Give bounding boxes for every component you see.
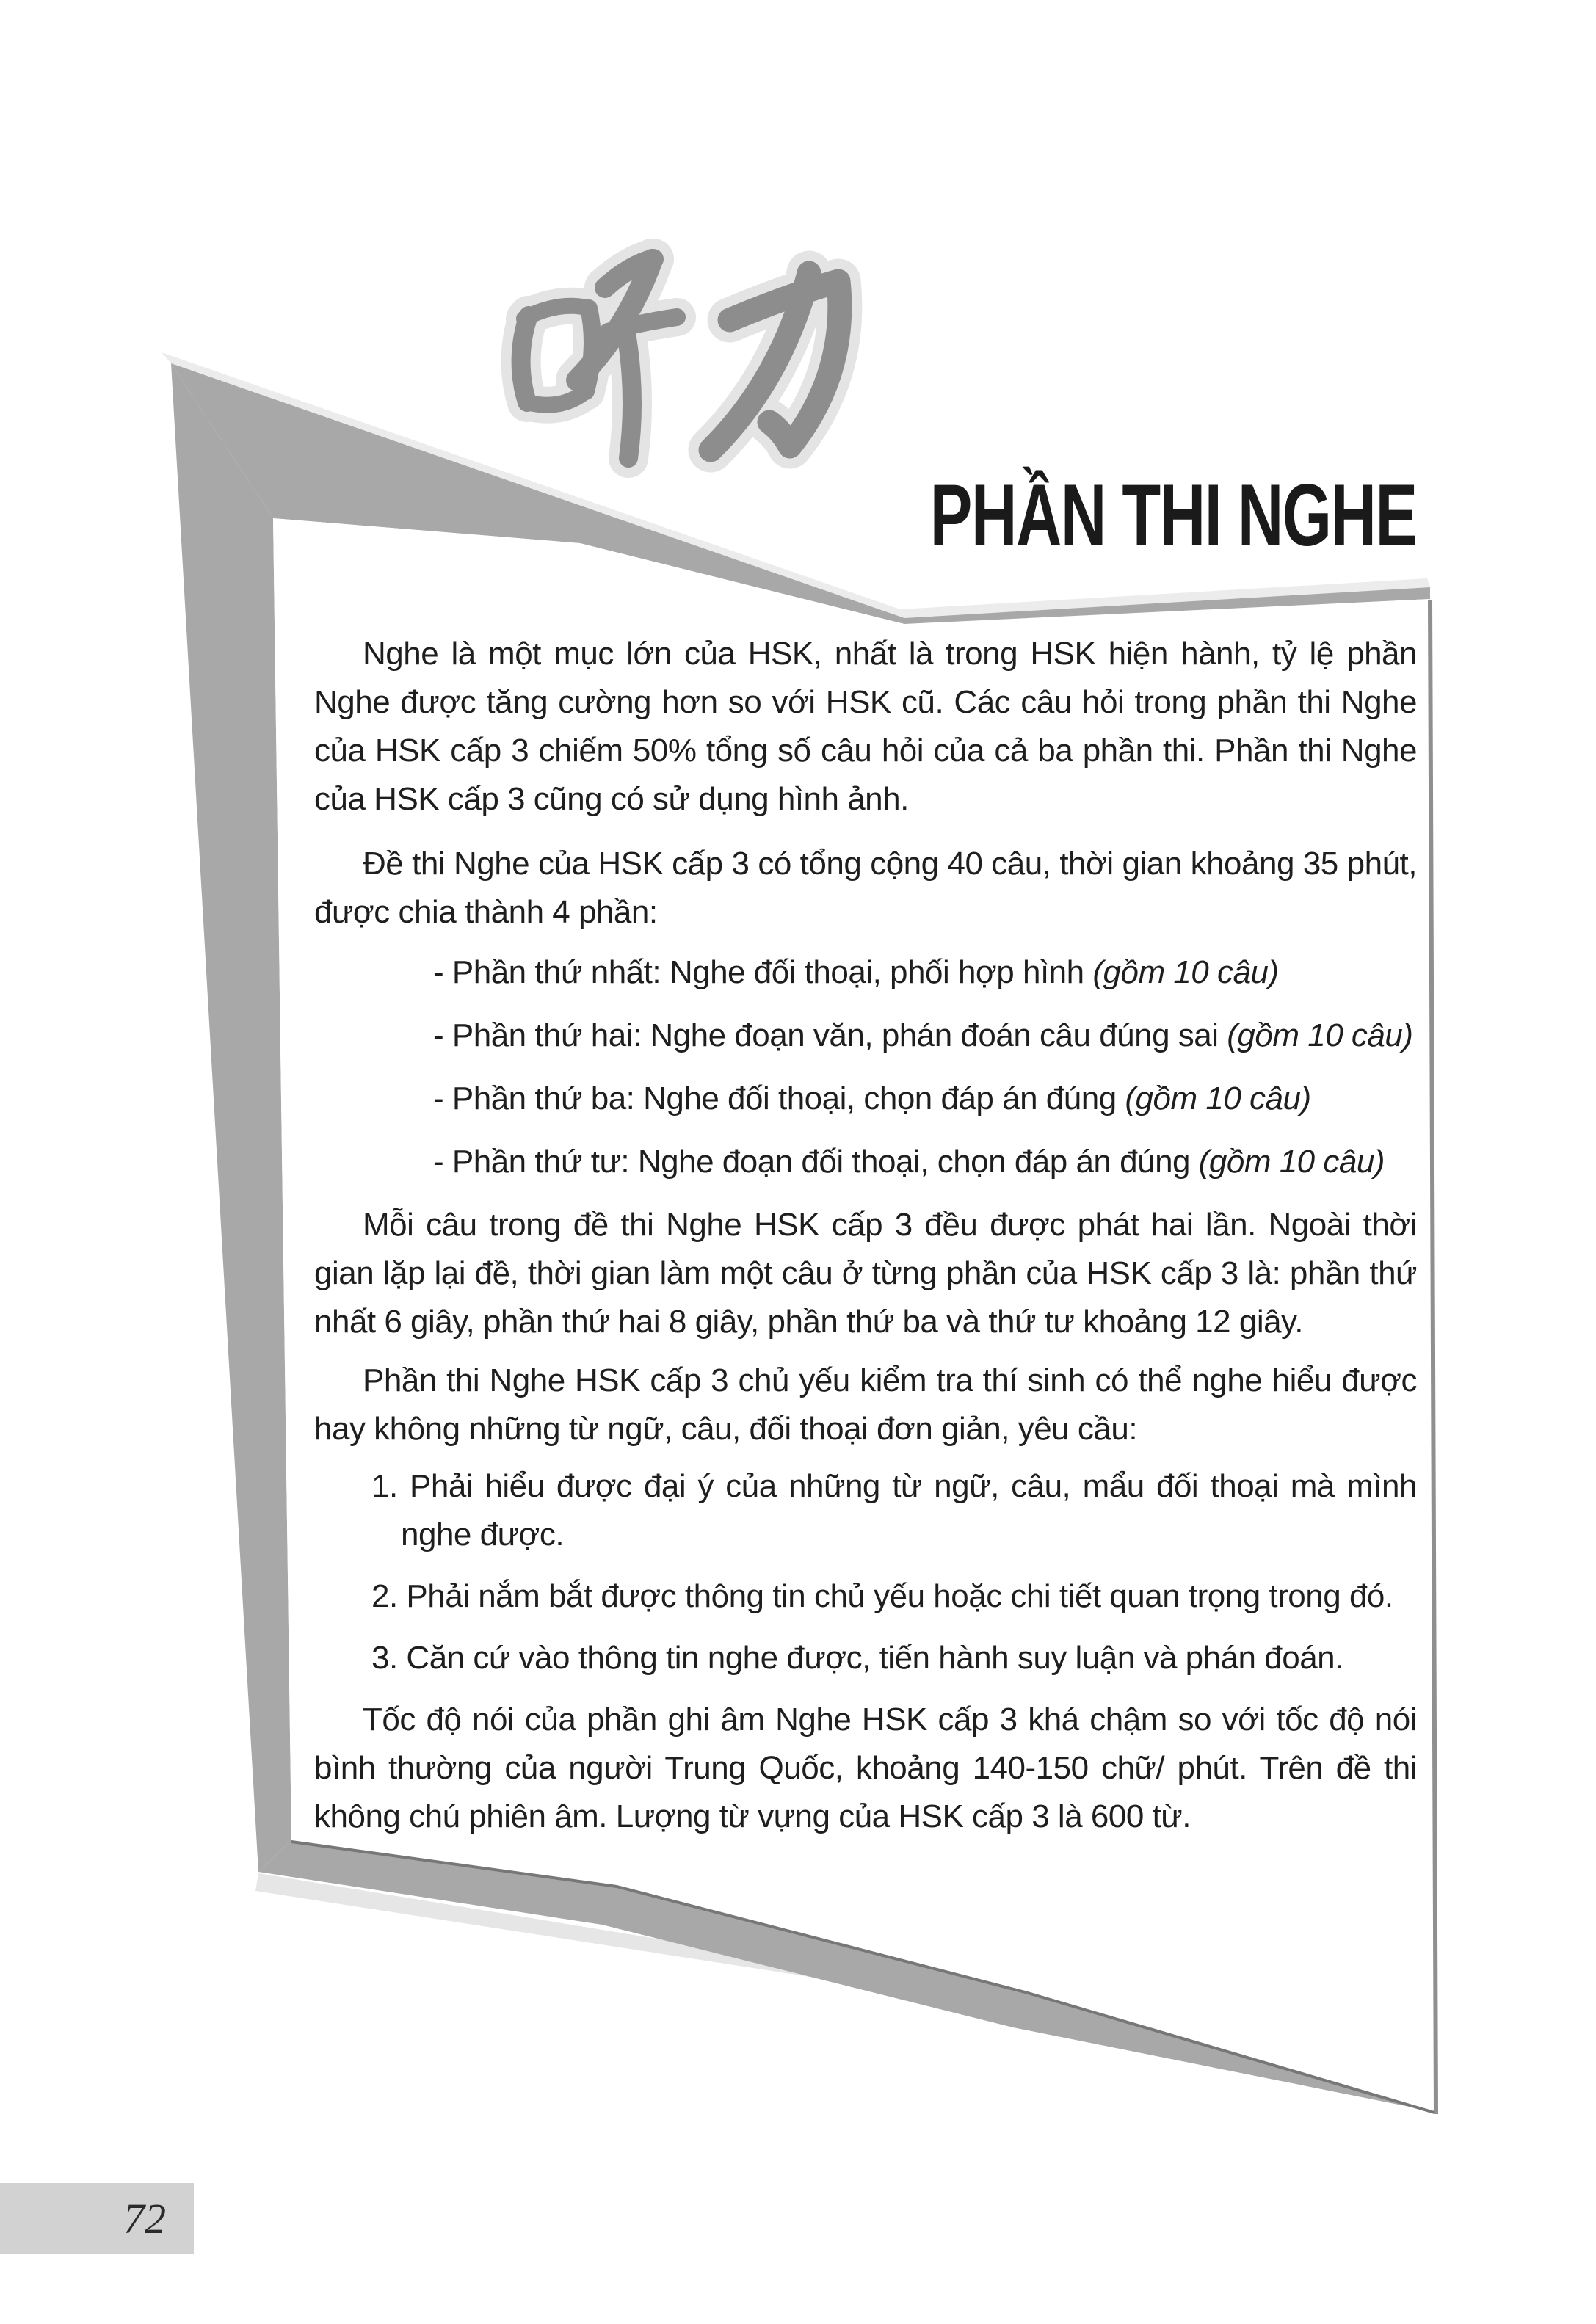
listening-part-item-1 [433, 948, 1417, 997]
listening-part-item-3 [433, 1075, 1417, 1123]
part-note: (gồm 10 câu) [1198, 1144, 1385, 1180]
structure-intro-paragraph: Đề thi Nghe của HSK cấp 3 có tổng cộng 40 câu, thời gian khoảng 35 phút, được chia thành 4 phần: [314, 846, 1417, 930]
timing-paragraph: Mỗi câu trong đề thi Nghe HSK cấp 3 đều được phát hai lần. Ngoài thời gian lặp lại đề, thời gian làm một câu ở từng phần của HSK cấp 3 là: phần thứ nhất 6 giây, phần thứ hai 8 giây, phần thứ ba và thứ tư khoảng 12 giây. [314, 1207, 1417, 1340]
body-text [314, 630, 1417, 1841]
intro-paragraph: Nghe là một mục lớn của HSK, nhất là trong HSK hiện hành, tỷ lệ phần Nghe được tăng cường hơn so với HSK cũ. Các câu hỏi trong phần thi Nghe của HSK cấp 3 chiếm 50% tổng số câu hỏi của cả ba phần thi. Phần thi Nghe của HSK cấp 3 cũng có sử dụng hình ảnh. [314, 636, 1417, 817]
part-text: - Phần thứ ba: Nghe đối thoại, chọn đáp án đúng [433, 1081, 1125, 1116]
part-note: (gồm 10 câu) [1227, 1017, 1413, 1053]
purpose-paragraph: Phần thi Nghe HSK cấp 3 chủ yếu kiểm tra thí sinh có thể nghe hiểu được hay không những từ ngữ, câu, đối thoại đơn giản, yêu cầu: [314, 1362, 1417, 1447]
section-heading: PHẦN THI NGHE [930, 466, 1417, 564]
part-note: (gồm 10 câu) [1125, 1081, 1311, 1116]
part-note: (gồm 10 câu) [1092, 954, 1279, 990]
part-text: - Phần thứ nhất: Nghe đối thoại, phối hợp hình [433, 954, 1093, 990]
requirement-item-2: 2. Phải nắm bắt được thông tin chủ yếu hoặc chi tiết quan trọng trong đó. [371, 1578, 1393, 1614]
part-text: - Phần thứ hai: Nghe đoạn văn, phán đoán câu đúng sai [433, 1017, 1227, 1053]
listening-part-item-4 [433, 1138, 1417, 1186]
requirement-item-1: 1. Phải hiểu được đại ý của những từ ngữ, câu, mẩu đối thoại mà mình nghe được. [371, 1468, 1417, 1553]
speed-note-paragraph: Tốc độ nói của phần ghi âm Nghe HSK cấp 3 khá chậm so với tốc độ nói bình thường của người Trung Quốc, khoảng 140-150 chữ/ phút. Trên đề thi không chú phiên âm. Lượng từ vựng của HSK cấp 3 là 600 từ. [314, 1702, 1417, 1834]
part-text: - Phần thứ tư: Nghe đoạn đối thoại, chọn đáp án đúng [433, 1144, 1199, 1180]
page-number: 72 [123, 2195, 166, 2243]
listening-part-item-2 [433, 1012, 1417, 1060]
requirement-item-3: 3. Căn cứ vào thông tin nghe được, tiến hành suy luận và phán đoán. [371, 1640, 1343, 1676]
